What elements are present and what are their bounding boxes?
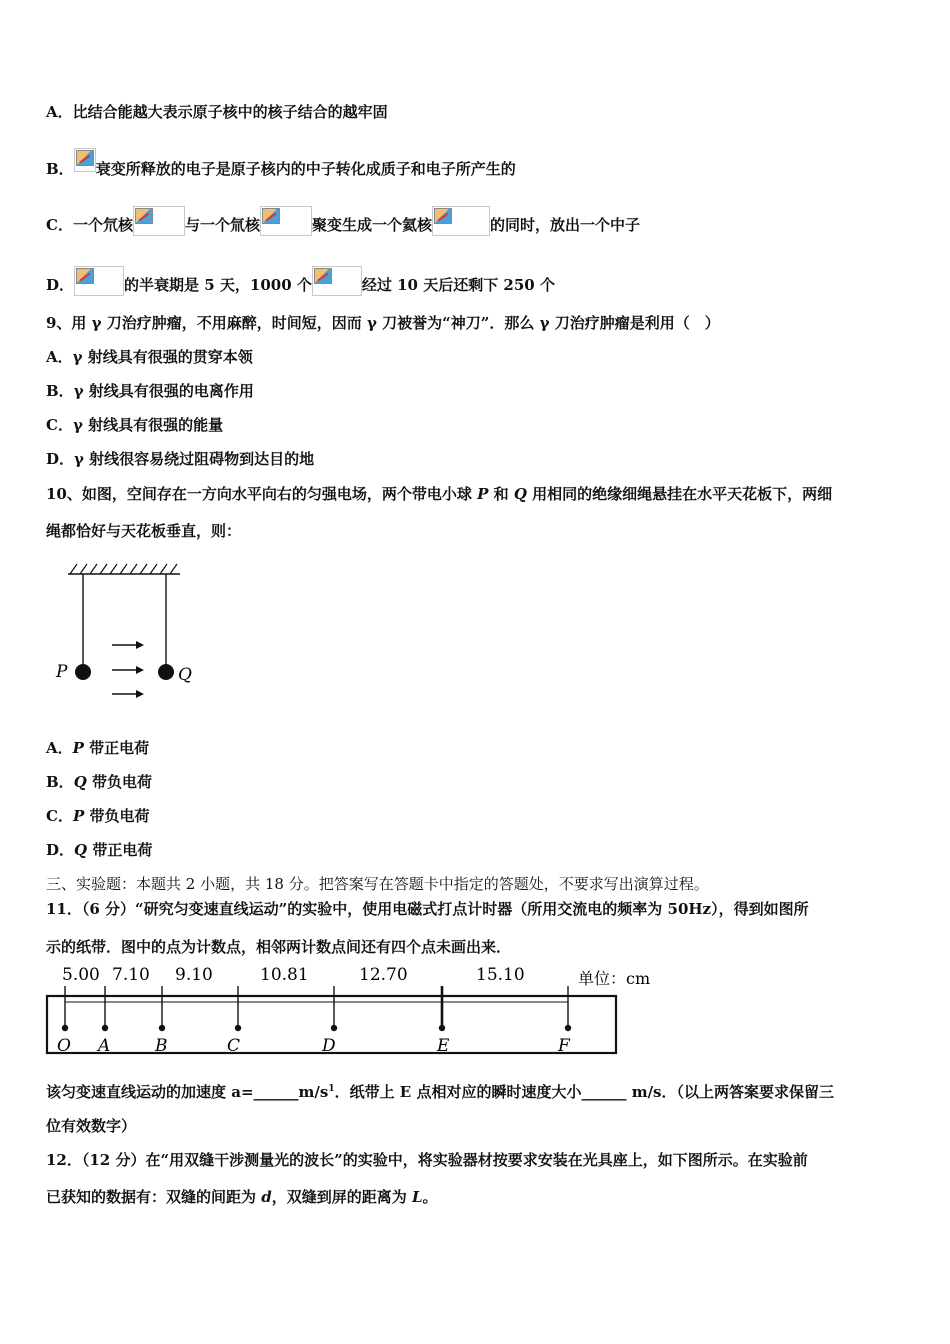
isotope-formula-image-2 <box>312 266 362 296</box>
segment-label-ef: 15.10 <box>476 965 525 985</box>
q12-stem-line2: 已获知的数据有：双缝的间距为 d，双缝到屏的距离为 L。 <box>46 1188 438 1206</box>
segment-label-ab: 7.10 <box>112 965 150 985</box>
ball-p <box>75 664 91 680</box>
tick-lines <box>65 986 568 1030</box>
q10-figure <box>50 560 220 710</box>
q11-stem-line1: 11．（6 分）“研究匀变速直线运动”的实验中，使用电磁式打点计时器（所用交流电的频率为 50Hz），得到如图所 <box>46 900 809 918</box>
ball-q <box>158 664 174 680</box>
field-arrows <box>112 641 144 698</box>
segment-label-cd: 10.81 <box>260 965 309 985</box>
segment-label-bc: 9.10 <box>175 965 213 985</box>
answer-blank-acceleration[interactable]: ______ <box>253 1083 299 1101</box>
q10-stem-line1: 10、如图，空间存在一方向水平向右的匀强电场，两个带电小球 P 和 Q 用相同的绝缘细绳悬挂在水平天花板下，两细 <box>46 485 833 503</box>
q10-option-a: A．P 带正电荷 <box>46 739 150 757</box>
q9-stem: 9、用 γ 刀治疗肿瘤，不用麻醉，时间短，因而 γ 刀被誉为“神刀”．那么 γ 刀治疗肿瘤是利用（ ） <box>46 314 720 332</box>
q12-stem-line1: 12．（12 分）在“用双缝干涉测量光的波长”的实验中，将实验器材按要求安装在光具座上，如下图所示。在实验前 <box>46 1151 808 1169</box>
segment-label-de: 12.70 <box>359 965 408 985</box>
q8-option-c: C．一个氘核 与一个氚核 聚变生成一个氦核 的同时，放出一个中子 <box>46 206 640 236</box>
q9-option-a: A．γ 射线具有很强的贯穿本领 <box>46 348 253 366</box>
answer-blank-velocity[interactable]: ______ <box>581 1083 627 1101</box>
label-q: Q <box>178 665 192 685</box>
formula-image <box>74 148 96 172</box>
point-label-c: C <box>227 1036 241 1056</box>
section-3-heading: 三、实验题：本题共 2 小题，共 18 分。把答案写在答题卡中指定的答题处，不要求写出演算过程。 <box>46 875 709 893</box>
q10-stem-line2: 绳都恰好与天花板垂直，则： <box>46 522 242 540</box>
unit-label: 单位：cm <box>578 969 651 988</box>
deuterium-formula-image <box>133 206 185 236</box>
q10-option-b: B．Q 带负电荷 <box>46 773 152 791</box>
q11-stem-line2: 示的纸带．图中的点为计数点，相邻两计数点间还有四个点未画出来． <box>46 938 512 956</box>
tape-dots <box>62 1025 571 1031</box>
q11-paper-tape-figure <box>44 960 684 1058</box>
tritium-formula-image <box>260 206 312 236</box>
q11-answer-line2: 位有效数字） <box>46 1117 137 1135</box>
point-label-e: E <box>437 1036 450 1056</box>
q10-option-d: D．Q 带正电荷 <box>46 841 153 859</box>
q9-option-c: C．γ 射线具有很强的能量 <box>46 416 224 434</box>
point-label-o: O <box>57 1036 71 1056</box>
point-label-b: B <box>155 1036 168 1056</box>
q8-option-a: A．比结合能越大表示原子核中的核子结合的越牢固 <box>46 103 388 121</box>
q8-option-b: B． 衰变所释放的电子是原子核内的中子转化成质子和电子所产生的 <box>46 148 516 179</box>
q11-answer-line1: 该匀变速直线运动的加速度 $a=\_\_\_\_\_\_m/s^1$．纸带上 E 点相对应的瞬时速度大小______ m/s．（以上两答案要求保留三 <box>46 1083 834 1101</box>
ceiling-hatching <box>70 564 177 574</box>
point-label-a: A <box>98 1036 111 1056</box>
point-label-f: F <box>558 1036 570 1056</box>
q9-option-d: D．γ 射线很容易绕过阻碍物到达目的地 <box>46 450 315 468</box>
point-label-d: D <box>322 1036 336 1056</box>
helium-formula-image <box>432 206 490 236</box>
label-p: P <box>56 662 68 682</box>
q8-option-d: D． 的半衰期是 5 天，1000 个 经过 10 天后还剩下 250 个 <box>46 266 555 296</box>
segment-label-oa: 5.00 <box>62 965 100 985</box>
q10-option-c: C．P 带负电荷 <box>46 807 150 825</box>
q9-option-b: B．γ 射线具有很强的电离作用 <box>46 382 254 400</box>
isotope-formula-image <box>74 266 124 296</box>
